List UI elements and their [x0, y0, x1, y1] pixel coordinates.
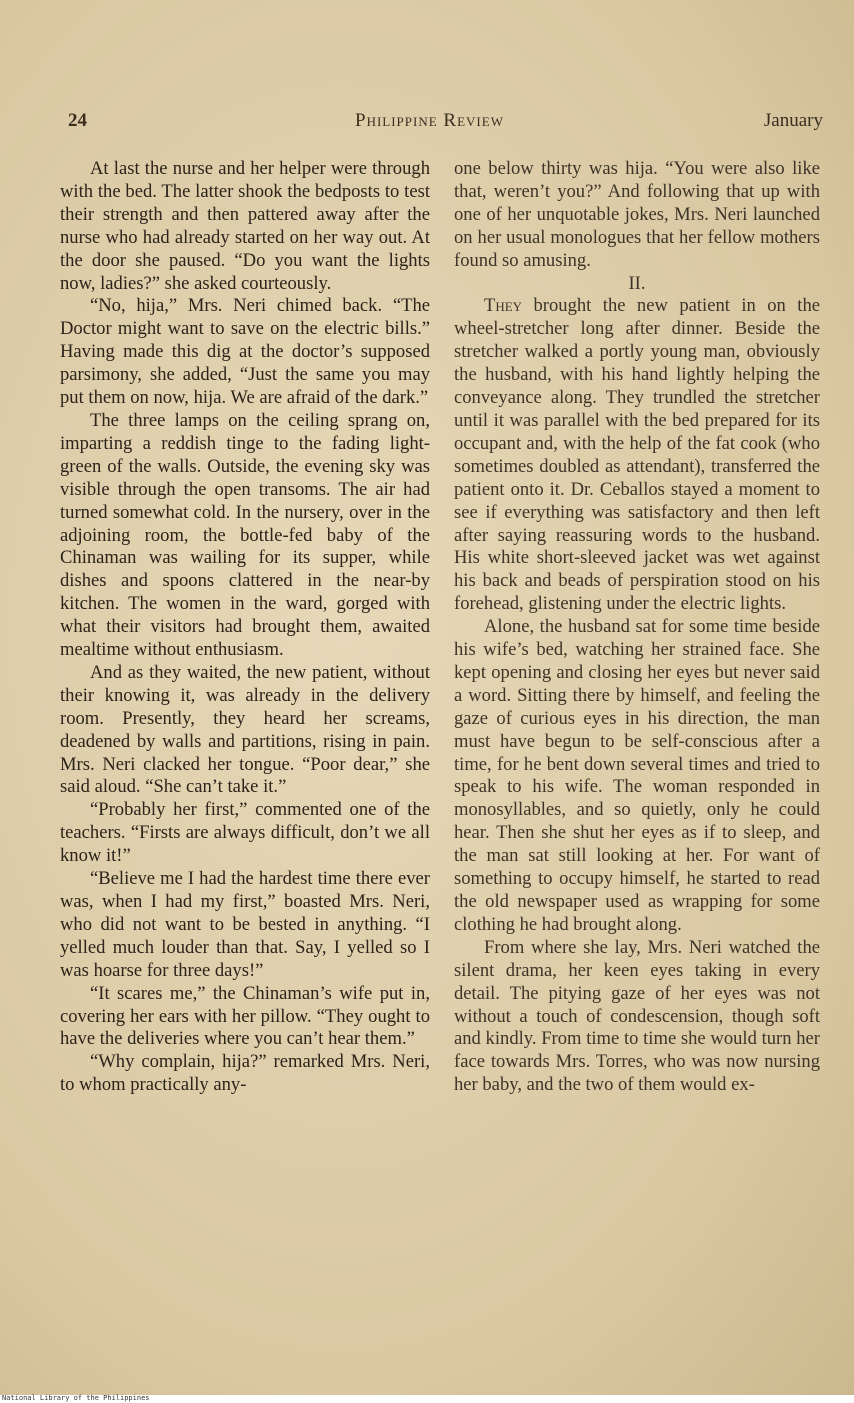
paragraph-continuation: one below thirty was hija. “You were also like that, weren’t you?” And following that up with one of her unquotable jokes, Mrs. Neri launched on her usual monologues that her fellow mothers found so amusing.: [454, 158, 820, 271]
paragraph: At last the nurse and her helper were through with the bed. The latter shook the bedposts to test their strength and then pattered away after the nurse who had already started on her way out. At the door she paused. “Do you want the lights now, ladies?” she asked courteously.: [60, 158, 430, 294]
page-number: 24: [68, 110, 87, 131]
paragraph: Alone, the husband sat for some time beside his wife’s bed, watching her strained face. She kept opening and closing her eyes but never said a word. Sitting there by himself, and feeling the gaze of curious eyes in his direction, the man must have begun to be self-conscious after a time, for he bent down several times and tried to speak to his wife. The woman responded in monosyllables, and so quietly, only he could hear. Then she shut her eyes as if to sleep, and the man sat still looking at her. For want of something to occupy himself, he started to read the old newspaper used as wrapping for some clothing he had brought along.: [454, 616, 820, 935]
section-first-paragraph: [454, 295, 820, 616]
paragraph: The three lamps on the ceiling sprang on, imparting a reddish tinge to the fading light-green of the walls. Outside, the evening sky was visible through the open transoms. The air had turned somewhat cold. In the nursery, over in the adjoining room, the bottle-fed baby of the Chinaman was wailing for its supper, while dishes and spoons clattered in the near-by kitchen. The women in the ward, gorged with what their visitors had brought them, awaited mealtime without enthusiasm.: [60, 409, 430, 661]
paragraph: “Why complain, hija?” remarked Mrs. Neri, to whom practically any-: [60, 1051, 430, 1096]
paragraph: “Believe me I had the hardest time there ever was, when I had my first,” boasted Mrs. Neri, who did not want to be bested in anything. “I yelled much louder than that. Say, I yelled so I was hoarse for three days!”: [60, 868, 430, 981]
publication-title: Philippine Review: [355, 110, 504, 131]
library-credit: National Library of the Philippines: [2, 1394, 150, 1402]
section-number: II.: [628, 272, 646, 294]
paragraph: “No, hija,” Mrs. Neri chimed back. “The Doctor might want to save on the electric bills.” Having made this dig at the doctor’s supposed parsimony, she added, “Just the same you may put them on now, hija. We are afraid of the dark.”: [60, 295, 430, 409]
issue-month: January: [763, 110, 823, 131]
section-first-text: brought the new patient in on the wheel-stretcher long after dinner. Beside the stretcher walked a portly young man, obviously the husband, with his hand lightly helping the conveyance along. They trundled the stretcher until it was parallel with the bed prepared for its occupant and, with the help of the fat cook (who sometimes doubled as attendant), transferred the patient onto it. Dr. Ceballos stayed a moment to see if everything was satisfactory and then left after saying reassuring words to the husband. His white short-sleeved jacket was wet against his back and beads of perspiration stood on his forehead, glistening under the electric lights.: [454, 295, 820, 615]
section-lead-word: They: [484, 295, 523, 317]
paragraph: “Probably her first,” commented one of the teachers. “Firsts are always difficult, don’t we all know it!”: [60, 799, 430, 867]
page-header: [68, 110, 823, 144]
scan-footer: [0, 1395, 854, 1403]
left-column: [60, 158, 430, 1097]
right-column: [454, 158, 820, 1097]
paragraph: From where she lay, Mrs. Neri watched the silent drama, her keen eyes taking in every detail. The pitying gaze of her eyes was not without a touch of condescension, though soft and kindly. From time to time she would turn her face towards Mrs. Torres, who was now nursing her baby, and the two of them would ex-: [454, 936, 820, 1096]
paragraph: “It scares me,” the Chinaman’s wife put in, covering her ears with her pillow. “They ought to have the deliveries where you can’t hear them.”: [60, 982, 430, 1050]
paragraph: And as they waited, the new patient, without their knowing it, was already in the delivery room. Presently, they heard her screams, deadened by walls and partitions, rising in pain. Mrs. Neri clacked her tongue. “Poor dear,” she said aloud. “She can’t take it.”: [60, 661, 430, 798]
